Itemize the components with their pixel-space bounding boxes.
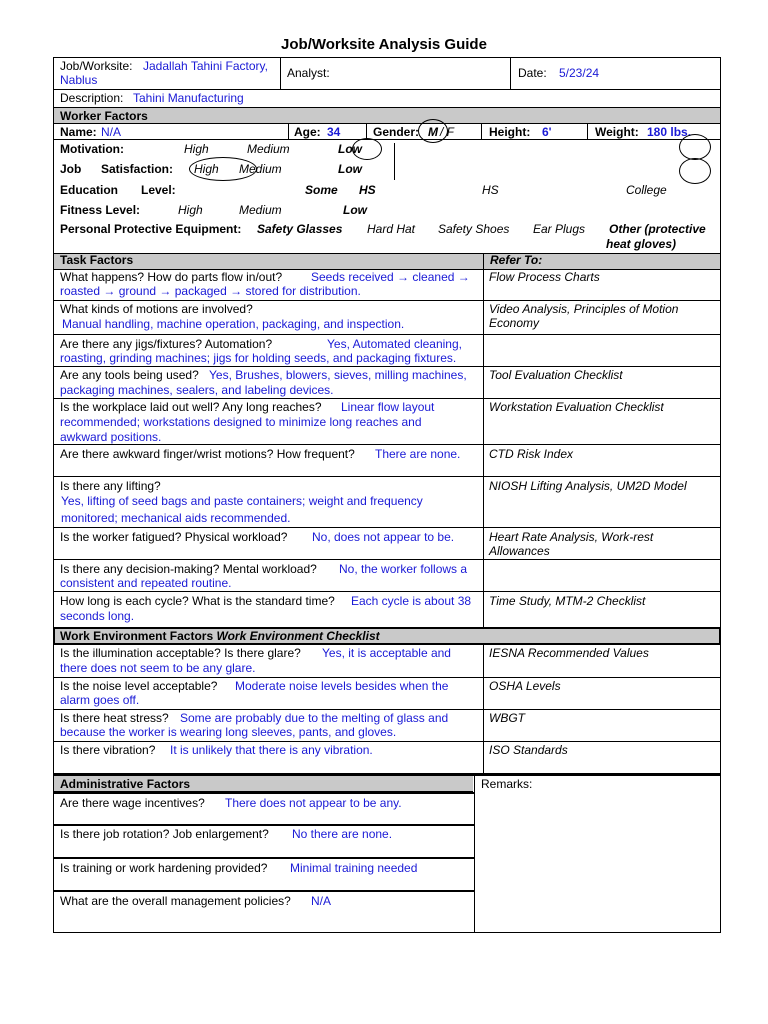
motivation-label: Motivation: bbox=[60, 142, 124, 156]
remarks-label: Remarks: bbox=[481, 777, 533, 791]
task-answer: Linear flow layout bbox=[341, 400, 435, 414]
gender-m-option: M bbox=[428, 125, 438, 139]
task-question: Is there any decision-making? Mental workload? bbox=[60, 562, 317, 576]
motivation-circle-mark bbox=[352, 138, 382, 160]
administrative-answer: N/A bbox=[311, 894, 332, 908]
administrative-answer: There does not appear to be any. bbox=[225, 796, 402, 810]
environment-question: Is the noise level acceptable? bbox=[60, 679, 218, 693]
task-reference-cont: Economy bbox=[489, 316, 540, 330]
task-answer-cont: roasting, grinding machines; jigs for holding seeds, and packaging fixtures. bbox=[60, 351, 457, 365]
education-some: Some bbox=[305, 183, 338, 197]
environment-reference: ISO Standards bbox=[489, 743, 568, 757]
task-answer: Manual handling, machine operation, packaging, and inspection. bbox=[62, 317, 405, 331]
environment-answer: Some are probably due to the melting of glass and bbox=[180, 711, 449, 725]
name-label: Name: bbox=[60, 125, 97, 139]
task-question: Are any tools being used? bbox=[60, 368, 199, 382]
task-reference: Workstation Evaluation Checklist bbox=[489, 400, 664, 414]
weight-label: Weight: bbox=[595, 125, 639, 139]
task-question: Are there awkward finger/wrist motions? How frequent? bbox=[60, 447, 355, 461]
administrative-heading: Administrative Factors bbox=[60, 777, 191, 791]
description-value: Tahini Manufacturing bbox=[133, 91, 244, 105]
environment-answer: It is unlikely that there is any vibration. bbox=[170, 743, 373, 757]
worker-factors-header bbox=[53, 108, 721, 124]
environment-heading-text: Work Environment Factors bbox=[60, 629, 214, 643]
height-value: 6' bbox=[542, 125, 552, 139]
task-reference: Tool Evaluation Checklist bbox=[489, 368, 623, 382]
task-answer-cont: recommended; workstations designed to minimize long reaches and bbox=[60, 415, 422, 429]
date-value: 5/23/24 bbox=[559, 66, 600, 80]
environment-heading bbox=[60, 629, 380, 643]
worker-factors-heading: Worker Factors bbox=[60, 109, 148, 123]
task-question: Is there any lifting? bbox=[60, 479, 161, 493]
ppe-hard-hat: Hard Hat bbox=[367, 222, 416, 236]
job-worksite-value-2: Nablus bbox=[60, 73, 98, 87]
task-question: What kinds of motions are involved? bbox=[60, 302, 253, 316]
task-reference: Flow Process Charts bbox=[489, 270, 600, 284]
ppe-safety-glasses: Safety Glasses bbox=[257, 222, 343, 236]
weight-value: 180 lbs. bbox=[647, 125, 692, 139]
satisfaction-medium: Medium bbox=[239, 162, 282, 176]
satisfaction-low: Low bbox=[338, 162, 362, 176]
ppe-safety-shoes: Safety Shoes bbox=[438, 222, 510, 236]
job-label: Job bbox=[60, 162, 82, 176]
task-question: What happens? How do parts flow in/out? bbox=[60, 270, 283, 284]
description-label: Description: bbox=[60, 91, 124, 105]
task-factors-header bbox=[53, 253, 721, 269]
task-answer-cont: consistent and repeated routine. bbox=[60, 576, 232, 590]
age-label: Age: bbox=[294, 125, 321, 139]
task-reference: Heart Rate Analysis, Work-rest bbox=[489, 530, 654, 544]
task-answer-cont: seconds long. bbox=[60, 609, 135, 623]
task-answer-cont: monitored; mechanical aids recommended. bbox=[61, 511, 291, 525]
task-reference: NIOSH Lifting Analysis, UM2D Model bbox=[489, 479, 687, 493]
ppe-other-2: heat gloves) bbox=[606, 237, 677, 251]
analyst-label: Analyst: bbox=[287, 66, 330, 80]
environment-question: Is there vibration? bbox=[60, 743, 156, 757]
ppe-other: Other (protective bbox=[609, 222, 706, 236]
document-title: Job/Worksite Analysis Guide bbox=[281, 36, 487, 53]
environment-answer: Moderate noise levels besides when the bbox=[235, 679, 449, 693]
gender-f-option: / F bbox=[440, 125, 454, 139]
height-label: Height: bbox=[489, 125, 531, 139]
environment-answer: Yes, it is acceptable and bbox=[322, 646, 451, 660]
task-answer-cont: roasted → ground → packaged → stored for distribution. bbox=[60, 284, 361, 298]
motivation-high: High bbox=[184, 142, 209, 156]
administrative-question: Is there job rotation? Job enlargement? bbox=[60, 827, 269, 841]
environment-reference: WBGT bbox=[489, 711, 525, 725]
refer-to-heading: Refer To: bbox=[490, 253, 543, 267]
education-level-label: Level: bbox=[141, 183, 176, 197]
administrative-question: What are the overall management policies? bbox=[60, 894, 291, 908]
fitness-high: High bbox=[178, 203, 203, 217]
task-reference-cont: Allowances bbox=[489, 544, 550, 558]
environment-answer-cont: because the worker is wearing long sleeves, pants, and gloves. bbox=[60, 725, 397, 739]
fitness-medium: Medium bbox=[239, 203, 282, 217]
ppe-label: Personal Protective Equipment: bbox=[60, 222, 242, 236]
job-worksite-label: Job/Worksite: bbox=[60, 59, 133, 73]
name-value: N/A bbox=[101, 125, 122, 139]
ppe-ear-plugs: Ear Plugs bbox=[533, 222, 586, 236]
environment-answer-cont: alarm goes off. bbox=[60, 693, 140, 707]
satisfaction-high: High bbox=[194, 162, 219, 176]
task-reference: Video Analysis, Principles of Motion bbox=[489, 302, 679, 316]
gender-label: Gender: bbox=[373, 125, 420, 139]
weight-scribble-top bbox=[679, 134, 711, 160]
task-question: How long is each cycle? What is the standard time? bbox=[60, 594, 335, 608]
education-hs-bold: HS bbox=[359, 183, 376, 197]
environment-answer-cont: there does not seem to be any glare. bbox=[60, 661, 256, 675]
weight-scribble-bottom bbox=[679, 158, 711, 184]
environment-question: Is there heat stress? bbox=[60, 711, 169, 725]
task-reference: CTD Risk Index bbox=[489, 447, 574, 461]
task-answer-cont: packaging machines, sealers, and labeling devices. bbox=[60, 383, 334, 397]
task-answer: Seeds received → cleaned → bbox=[311, 270, 470, 284]
environment-question: Is the illumination acceptable? Is there glare? bbox=[60, 646, 301, 660]
administrative-question: Are there wage incentives? bbox=[60, 796, 205, 810]
task-answer: Yes, Brushes, blowers, sieves, milling machines, bbox=[209, 368, 467, 382]
fitness-label: Fitness Level: bbox=[60, 203, 141, 217]
task-answer: There are none. bbox=[375, 447, 461, 461]
environment-reference: IESNA Recommended Values bbox=[489, 646, 649, 660]
satisfaction-circle-mark bbox=[189, 157, 257, 181]
task-answer-cont-2: awkward positions. bbox=[60, 430, 162, 444]
motivation-low: Low bbox=[338, 142, 362, 156]
task-reference: Time Study, MTM-2 Checklist bbox=[489, 594, 646, 608]
task-answer: Each cycle is about 38 bbox=[351, 594, 472, 608]
task-question: Is the workplace laid out well? Any long reaches? bbox=[60, 400, 322, 414]
task-factors-heading: Task Factors bbox=[60, 253, 134, 267]
education-college: College bbox=[626, 183, 667, 197]
age-value: 34 bbox=[327, 125, 341, 139]
motivation-medium: Medium bbox=[247, 142, 290, 156]
administrative-answer: Minimal training needed bbox=[290, 861, 418, 875]
education-hs: HS bbox=[482, 183, 499, 197]
task-answer: No, the worker follows a bbox=[339, 562, 468, 576]
fitness-low: Low bbox=[343, 203, 367, 217]
job-worksite-value: Jadallah Tahini Factory, bbox=[143, 59, 268, 73]
task-answer: No, does not appear to be. bbox=[312, 530, 455, 544]
environment-reference: OSHA Levels bbox=[489, 679, 561, 693]
administrative-answer: No there are none. bbox=[292, 827, 393, 841]
task-question: Are there any jigs/fixtures? Automation? bbox=[60, 337, 273, 351]
environment-checklist-label: Work Environment Checklist bbox=[216, 629, 380, 643]
task-question: Is the worker fatigued? Physical workload? bbox=[60, 530, 288, 544]
education-label: Education bbox=[60, 183, 119, 197]
task-answer: Yes, Automated cleaning, bbox=[327, 337, 462, 351]
task-answer: Yes, lifting of seed bags and paste containers; weight and frequency bbox=[61, 494, 423, 508]
date-label: Date: bbox=[518, 66, 547, 80]
satisfaction-label: Satisfaction: bbox=[101, 162, 174, 176]
administrative-question: Is training or work hardening provided? bbox=[60, 861, 268, 875]
